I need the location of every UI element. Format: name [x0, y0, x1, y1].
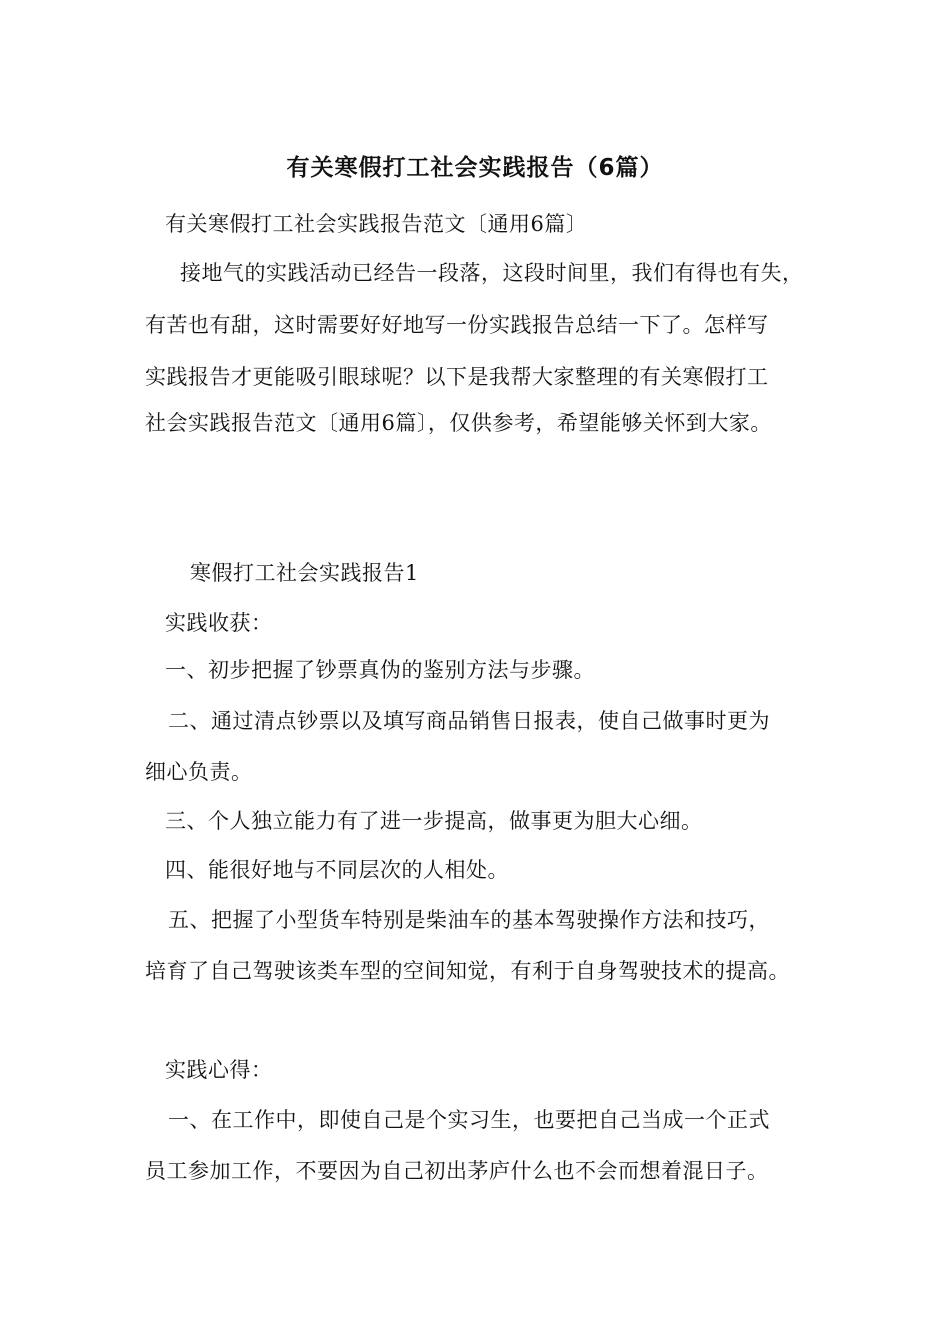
gains-line: 五、把握了小型货车特别是柴油车的基本驾驶操作方法和技巧， [168, 908, 770, 932]
insights-line: 员工参加工作，不要因为自己初出茅庐什么也不会而想着混日子。 [145, 1159, 769, 1183]
intro-line: 社会实践报告范文〔通用6篇〕，仅供参考，希望能够关怀到大家。 [145, 411, 772, 435]
document-title: 有关寒假打工社会实践报告（6篇） [286, 155, 664, 181]
section-heading: 寒假打工社会实践报告1 [190, 561, 419, 585]
insights-line: 一、在工作中，即使自己是个实习生，也要把自己当成一个正式 [168, 1108, 770, 1132]
gains-heading: 实践收获： [165, 611, 273, 635]
intro-line: 实践报告才更能吸引眼球呢？以下是我帮大家整理的有关寒假打工 [145, 365, 769, 389]
document-subtitle: 有关寒假打工社会实践报告范文〔通用6篇〕 [165, 212, 588, 236]
intro-line: 接地气的实践活动已经告一段落，这段时间里，我们有得也有失， [180, 261, 804, 285]
gains-line: 四、能很好地与不同层次的人相处。 [165, 858, 509, 882]
gains-line: 三、个人独立能力有了进一步提高，做事更为胆大心细。 [165, 809, 703, 833]
gains-line: 一、初步把握了钞票真伪的鉴别方法与步骤。 [165, 658, 595, 682]
gains-line: 培育了自己驾驶该类车型的空间知觉，有利于自身驾驶技术的提高。 [145, 959, 790, 983]
gains-line: 二、通过清点钞票以及填写商品销售日报表，使自己做事时更为 [168, 709, 770, 733]
insights-heading: 实践心得： [165, 1058, 273, 1082]
intro-line: 有苦也有甜，这时需要好好地写一份实践报告总结一下了。怎样写 [145, 313, 769, 337]
gains-line: 细心负责。 [145, 760, 253, 784]
